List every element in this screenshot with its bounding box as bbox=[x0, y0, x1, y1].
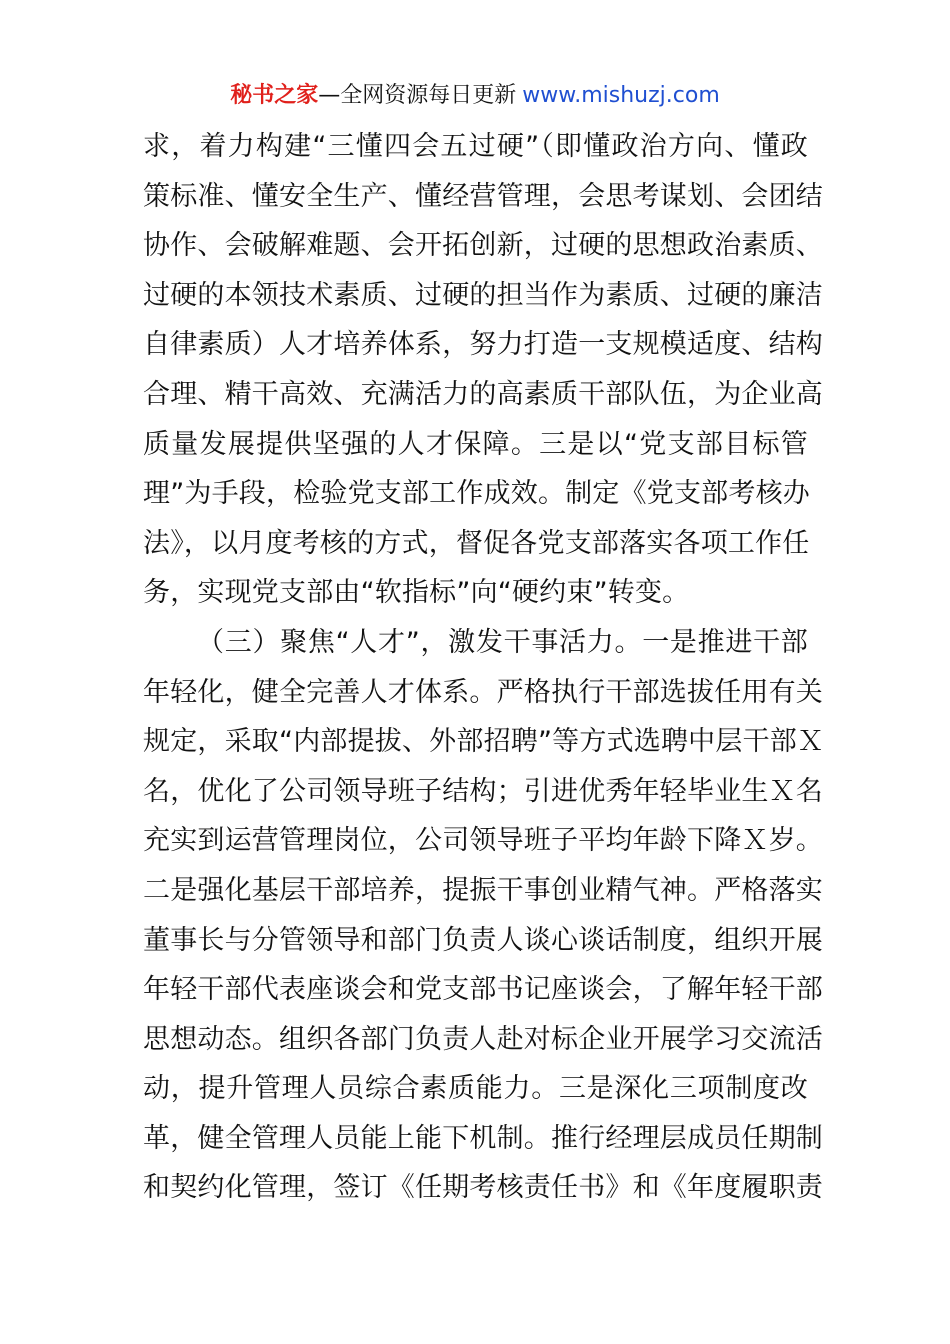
text-line: 二是强化基层干部培养，提振干事创业精气神。严格落实 bbox=[143, 874, 823, 906]
text-line: 法》，以月度考核的方式，督促各党支部落实各项工作任 bbox=[143, 527, 810, 559]
text-line: 革，健全管理人员能上能下机制。推行经理层成员任期制 bbox=[143, 1122, 823, 1154]
header-site-link[interactable]: www.mishuzj.com bbox=[522, 83, 720, 108]
page-header bbox=[0, 80, 950, 112]
text-line: 质量发展提供坚强的人才保障。三是以“党支部目标管 bbox=[143, 428, 808, 460]
text-line: 充实到运营管理岗位，公司领导班子平均年龄下降Ｘ岁。 bbox=[143, 825, 823, 857]
text-line: 董事长与分管领导和部门负责人谈心谈话制度，组织开展 bbox=[143, 924, 823, 956]
text-line: 务，实现党支部由“软指标”向“硬约束”转变。 bbox=[143, 577, 690, 609]
text-line: 规定，采取“内部提拔、外部招聘”等方式选聘中层干部Ｘ bbox=[143, 726, 825, 758]
body-text bbox=[143, 122, 825, 1213]
paragraph-first-line: （三）聚焦“人才”，激发干事活力。一是推进干部 bbox=[197, 626, 808, 658]
text-line: 动，提升管理人员综合素质能力。三是深化三项制度改 bbox=[143, 1073, 808, 1105]
text-line: 策标准、懂安全生产、懂经营管理，会思考谋划、会团结 bbox=[143, 180, 823, 212]
text-line: 过硬的本领技术素质、过硬的担当作为素质、过硬的廉洁 bbox=[143, 279, 823, 311]
text-line: 和契约化管理，签订《任期考核责任书》和《年度履职责 bbox=[143, 1172, 823, 1204]
text-line: 自律素质）人才培养体系，努力打造一支规模适度、结构 bbox=[143, 329, 823, 361]
text-line: 合理、精干高效、充满活力的高素质干部队伍，为企业高 bbox=[143, 378, 823, 410]
text-line: 求，着力构建“三懂四会五过硬”（即懂政治方向、懂政 bbox=[143, 131, 808, 162]
text-line: 年轻干部代表座谈会和党支部书记座谈会，了解年轻干部 bbox=[143, 974, 823, 1006]
text-line: 协作、会破解难题、会开拓创新，过硬的思想政治素质、 bbox=[143, 230, 823, 262]
text-line: 理”为手段，检验党支部工作成效。制定《党支部考核办 bbox=[143, 478, 810, 510]
text-line: 年轻化，健全完善人才体系。严格执行干部选拔任用有关 bbox=[143, 676, 823, 708]
header-brand: 秘书之家 bbox=[230, 83, 319, 108]
text-line: 思想动态。组织各部门负责人赴对标企业开展学习交流活 bbox=[143, 1023, 823, 1055]
header-tagline: —全网资源每日更新 bbox=[318, 83, 517, 108]
text-line: 名，优化了公司领导班子结构；引进优秀年轻毕业生Ｘ名 bbox=[143, 775, 823, 807]
